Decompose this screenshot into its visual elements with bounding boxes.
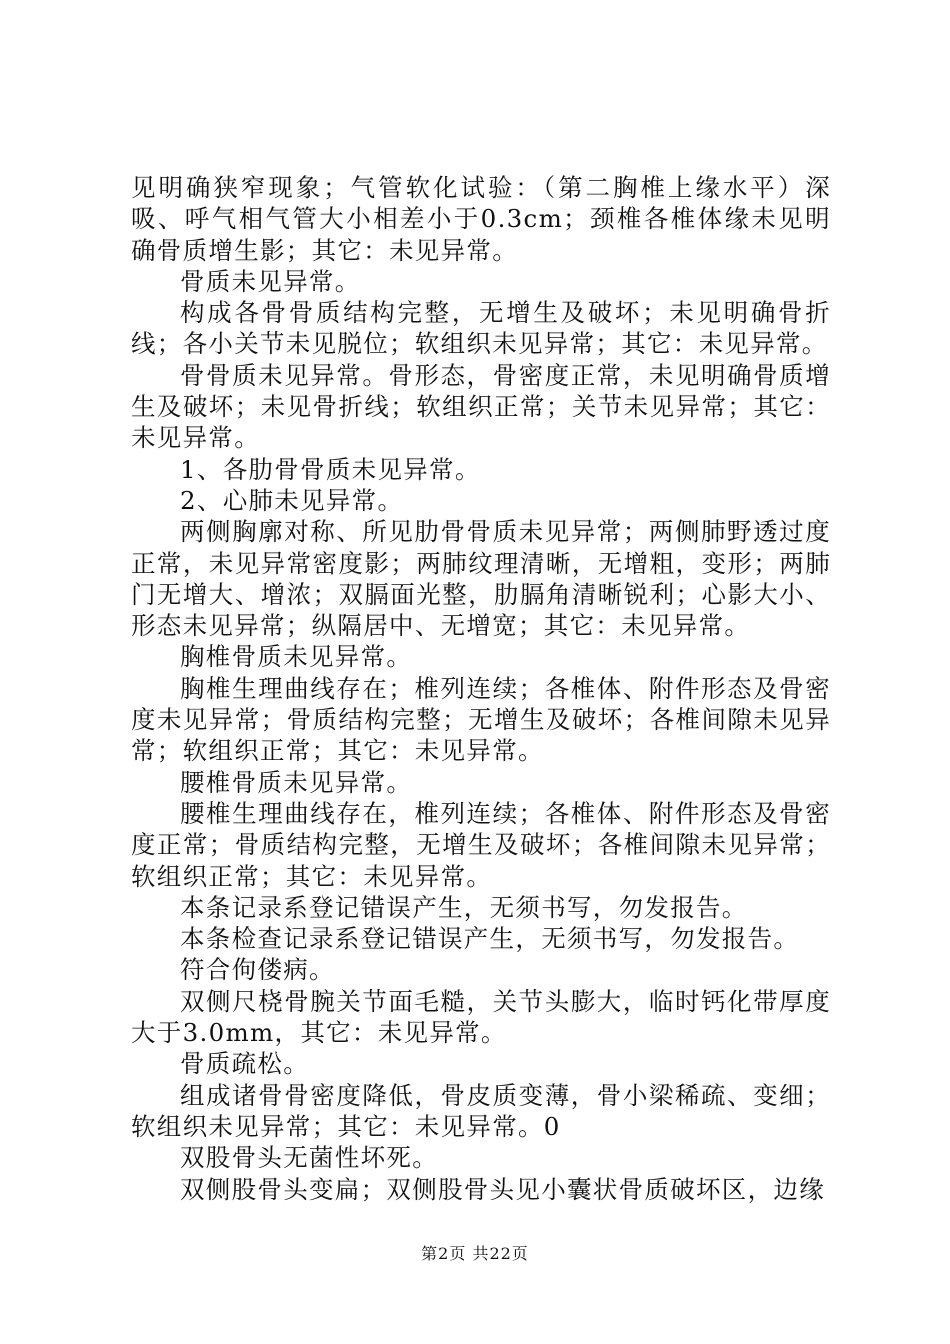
paragraph-lumbar-description: 腰椎生理曲线存在，椎列连续；各椎体、附件形态及骨密度正常；骨质结构完整，无增生及破坏；各椎间隙未见异常；软组织正常；其它：未见异常。 xyxy=(131,798,831,891)
page-footer xyxy=(0,1244,950,1264)
paragraph-bone-morphology: 骨骨质未见异常。骨形态，骨密度正常，未见明确骨质增生及破坏；未见骨折线；软组织正常；关节未见异常；其它：未见异常。 xyxy=(131,360,831,453)
paragraph-heart-lung-finding: 2、心肺未见异常。 xyxy=(180,485,404,515)
paragraph-osteoporosis-heading: 骨质疏松。 xyxy=(180,1049,309,1079)
document-body xyxy=(131,172,831,1205)
paragraph-exam-registration-error: 本条检查记录系登记错误产生，无须书写，勿发报告。 xyxy=(180,924,800,954)
paragraph-heading-bone: 骨质未见异常。 xyxy=(180,266,361,296)
paragraph-femoral-necrosis-heading: 双股骨头无菌性坏死。 xyxy=(180,1143,438,1173)
paragraph-chest-description: 两侧胸廓对称、所见肋骨骨质未见异常；两侧肺野透过度正常，未见异常密度影；两肺纹理清晰，无增粗，变形；两肺门无增大、增浓；双膈面光整，肋膈角清晰锐利；心影大小、形态未见异常；纵隔居中、无增宽；其它：未见异常。 xyxy=(131,517,831,641)
paragraph-femoral-necrosis-description: 双侧股骨头变扁；双侧股骨头见小囊状骨质破坏区，边缘 xyxy=(180,1174,825,1204)
page-number-label: 第2页 共22页 xyxy=(421,1244,529,1263)
paragraph-registration-error: 本条记录系登记错误产生，无须书写，勿发报告。 xyxy=(180,892,748,922)
paragraph-osteoporosis-description: 组成诸骨骨密度降低，骨皮质变薄，骨小梁稀疏、变细；软组织未见异常；其它：未见异常。0 xyxy=(131,1080,831,1141)
paragraph-rickets-heading: 符合佝偻病。 xyxy=(180,955,335,985)
paragraph-rib-finding: 1、各肋骨骨质未见异常。 xyxy=(180,454,481,484)
paragraph-bone-structure: 构成各骨骨质结构完整，无增生及破坏；未见明确骨折线；各小关节未见脱位；软组织未见异常；其它：未见异常。 xyxy=(131,298,831,359)
paragraph-lumbar-heading: 腰椎骨质未见异常。 xyxy=(180,767,413,797)
paragraph-thoracic-description: 胸椎生理曲线存在；椎列连续；各椎体、附件形态及骨密度未见异常；骨质结构完整；无增生及破坏；各椎间隙未见异常；软组织正常；其它：未见异常。 xyxy=(131,673,831,766)
paragraph-thoracic-heading: 胸椎骨质未见异常。 xyxy=(180,642,413,672)
paragraph-continuation: 见明确狭窄现象；气管软化试验：（第二胸椎上缘水平）深吸、呼气相气管大小相差小于0.3cm；颈椎各椎体缘未见明确骨质增生影；其它：未见异常。 xyxy=(131,173,831,265)
paragraph-rickets-description: 双侧尺桡骨腕关节面毛糙，关节头膨大，临时钙化带厚度大于3.0mm，其它：未见异常。 xyxy=(131,986,831,1048)
